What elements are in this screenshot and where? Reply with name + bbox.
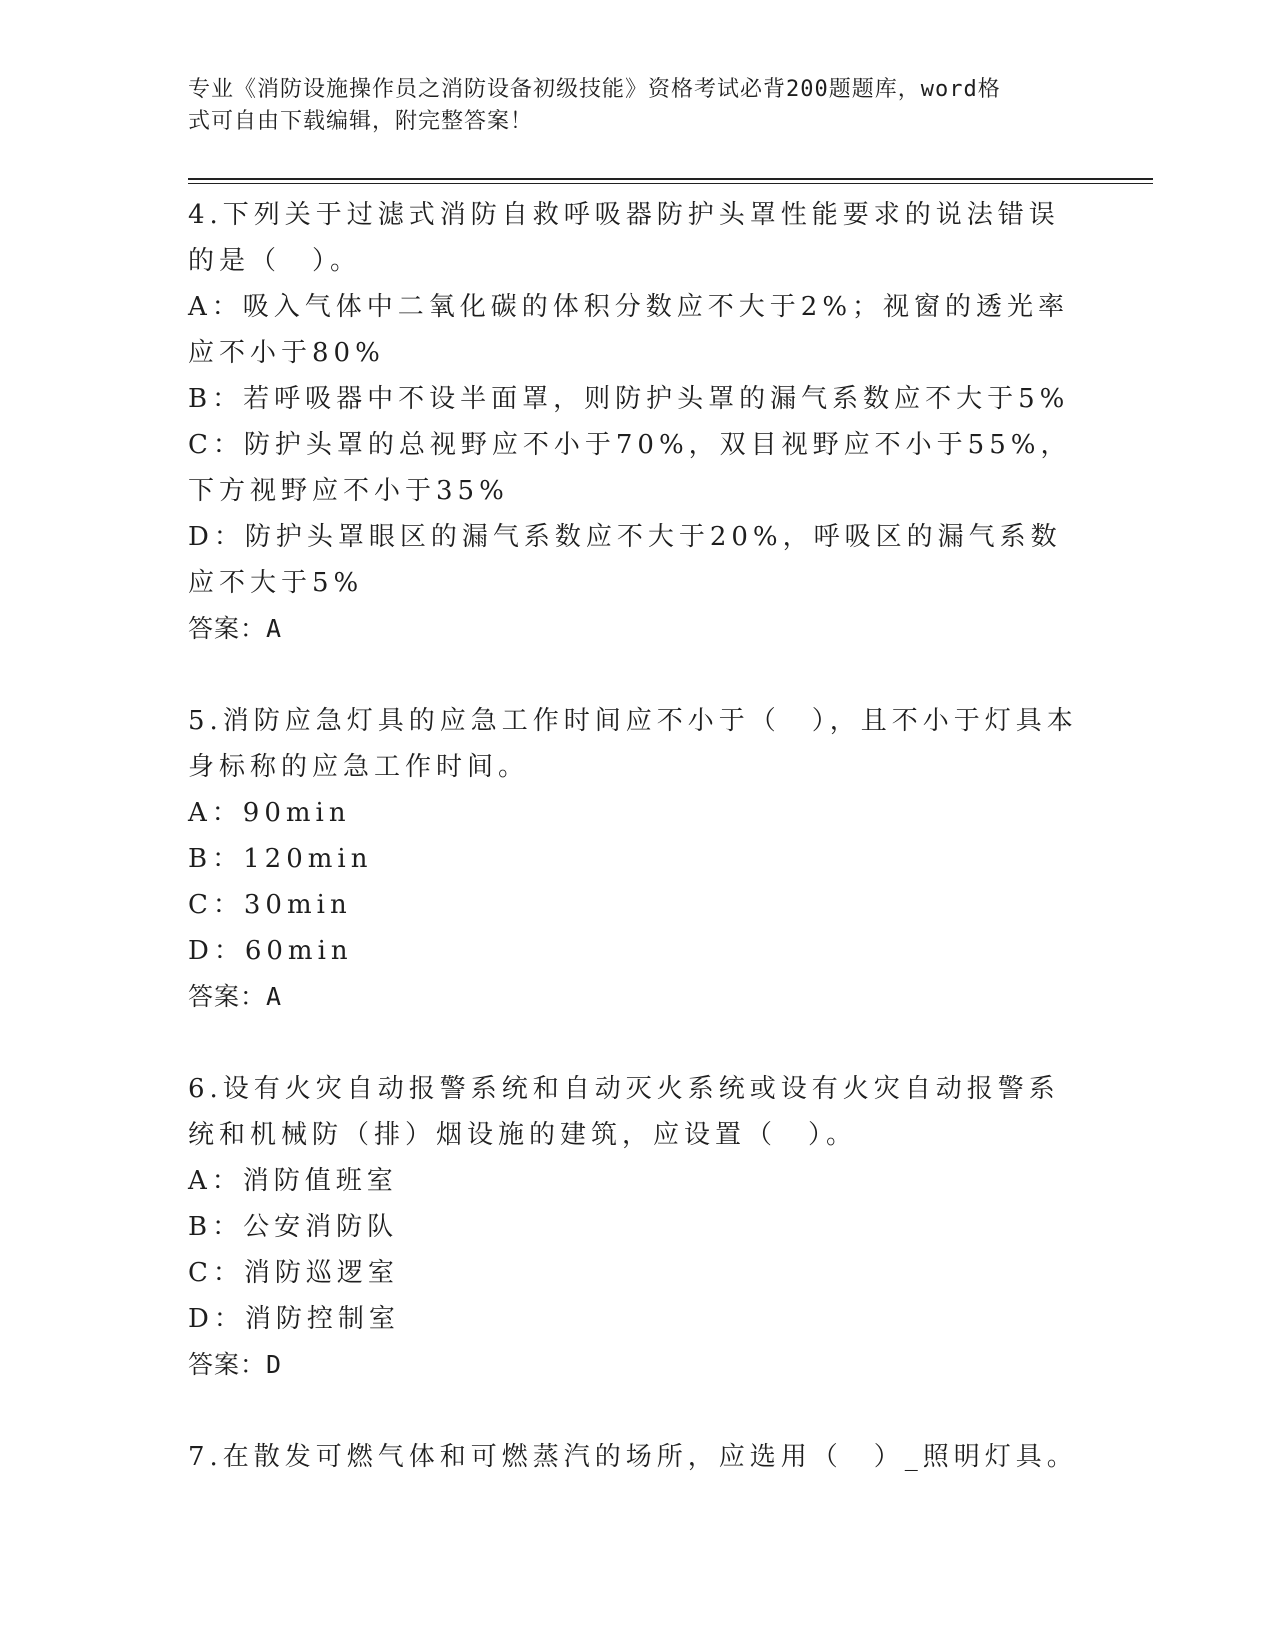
option-c: C：防护头罩的总视野应不小于70%，双目视野应不小于55%，下方视野应不小于35% <box>188 430 1072 506</box>
option-b: B：公安消防队 <box>188 1212 399 1242</box>
document-header <box>188 74 1088 138</box>
question-list <box>188 192 1088 1526</box>
option-d: D：60min <box>188 936 353 966</box>
header-divider-thick <box>188 178 1153 180</box>
option-d: D：消防控制室 <box>188 1304 400 1334</box>
option-a: A：90min <box>188 798 351 828</box>
option-c: C：消防巡逻室 <box>188 1258 399 1288</box>
question-stem: 7.在散发可燃气体和可燃蒸汽的场所，应选用（ ）_照明灯具。 <box>188 1442 1078 1472</box>
header-line-1: 专业《消防设施操作员之消防设备初级技能》资格考试必背200题题库，word格 <box>188 77 1001 102</box>
question-stem: 4.下列关于过滤式消防自救呼吸器防护头罩性能要求的说法错误的是（ ）。 <box>188 200 1060 276</box>
question-stem: 6.设有火灾自动报警系统和自动灭火系统或设有火灾自动报警系统和机械防（排）烟设施的建筑，应设置（ ）。 <box>188 1074 1060 1150</box>
answer: 答案：A <box>188 982 283 1011</box>
option-d: D：防护头罩眼区的漏气系数应不大于20%，呼吸区的漏气系数应不大于5% <box>188 522 1062 598</box>
header-divider-thin <box>188 183 1153 184</box>
option-a: A：吸入气体中二氧化碳的体积分数应不大于2%；视窗的透光率应不小于80% <box>188 292 1070 368</box>
question-6 <box>188 1066 1088 1388</box>
answer: 答案：A <box>188 614 283 643</box>
question-stem: 5.消防应急灯具的应急工作时间应不小于（ ），且不小于灯具本身标称的应急工作时间。 <box>188 706 1078 782</box>
question-4 <box>188 192 1088 652</box>
option-a: A：消防值班室 <box>188 1166 398 1196</box>
option-b: B：若呼吸器中不设半面罩，则防护头罩的漏气系数应不大于5% <box>188 384 1070 414</box>
header-line-2: 式可自由下载编辑，附完整答案！ <box>188 109 534 134</box>
option-c: C：30min <box>188 890 352 920</box>
question-5 <box>188 698 1088 1020</box>
answer: 答案：D <box>188 1350 283 1379</box>
option-b: B：120min <box>188 844 373 874</box>
question-7 <box>188 1434 1088 1480</box>
